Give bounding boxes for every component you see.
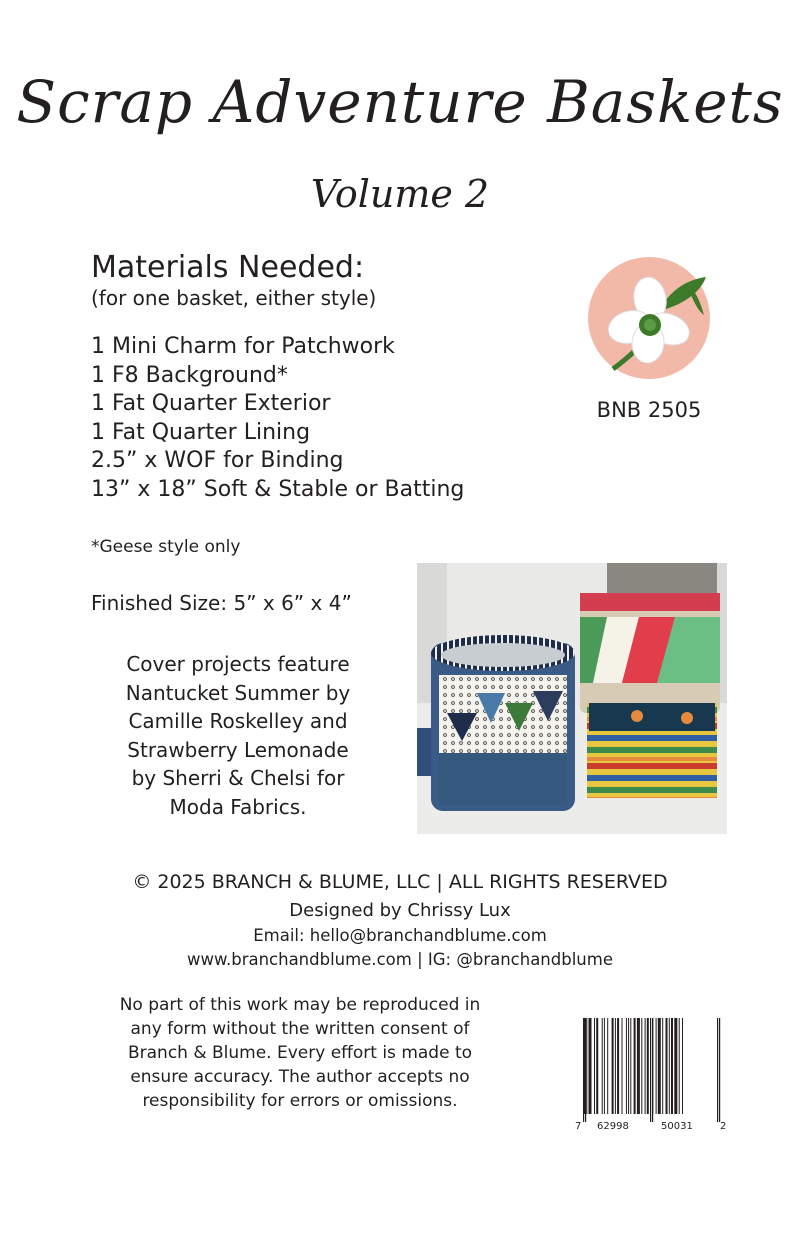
- barcode-bar: [612, 1018, 614, 1114]
- legal-line: Branch & Blume. Every effort is made to: [127, 1043, 473, 1063]
- website-social: www.branchandblume.com | IG: @branchandblume: [187, 950, 613, 969]
- barcode-bar: [617, 1018, 619, 1114]
- dogwood-flower-logo-icon: [588, 257, 710, 379]
- barcode-bar: [671, 1018, 673, 1114]
- credit-line: Moda Fabrics.: [169, 794, 307, 819]
- designer-credit: Designed by Chrissy Lux: [289, 900, 511, 921]
- barcode-bar: [645, 1018, 646, 1114]
- barcode-bar: [622, 1018, 623, 1114]
- materials-subheading: (for one basket, either style): [91, 286, 377, 310]
- barcode-bar: [679, 1018, 680, 1114]
- barcode-bar: [615, 1018, 616, 1114]
- credit-line: Camille Roskelley and: [128, 709, 348, 733]
- credit-line: Cover projects feature: [126, 652, 350, 676]
- legal-notice: [86, 993, 514, 1113]
- legal-line: any form without the written consent of: [130, 1019, 470, 1039]
- barcode-bar: [594, 1018, 595, 1114]
- barcode-guard-bar: [650, 1018, 651, 1122]
- barcode-bar: [656, 1018, 657, 1114]
- barcode-bar: [596, 1018, 598, 1114]
- barcode-bar: [586, 1018, 587, 1114]
- credit-line: Nantucket Summer by: [125, 680, 351, 705]
- barcode-bar: [626, 1018, 627, 1114]
- barcode-guard-bar: [652, 1018, 653, 1122]
- barcode-bar: [630, 1018, 631, 1114]
- legal-line: responsibility for errors or omissions.: [142, 1091, 458, 1111]
- barcode-bar: [674, 1018, 677, 1114]
- pattern-code: BNB 2505: [596, 398, 702, 422]
- materials-list: [91, 333, 464, 505]
- barcode-bar: [641, 1018, 642, 1114]
- materials-heading: Materials Needed:: [91, 250, 365, 285]
- barcode-digit-right: 2: [720, 1121, 727, 1132]
- barcode-digit-left: 7: [575, 1121, 582, 1132]
- barcode-bar: [604, 1018, 605, 1114]
- barcode-bar: [628, 1018, 629, 1114]
- barcode-bar: [669, 1018, 670, 1114]
- barcode-bar: [658, 1018, 661, 1114]
- barcode: [573, 1016, 729, 1134]
- finished-size: Finished Size: 5” x 6” x 4”: [91, 591, 352, 615]
- barcode-bar: [662, 1018, 663, 1114]
- materials-item: 1 Fat Quarter Exterior: [91, 391, 331, 417]
- legal-line: No part of this work may be reproduced in: [119, 995, 481, 1015]
- barcode-guard-bar: [585, 1018, 586, 1122]
- materials-footnote: *Geese style only: [91, 537, 241, 557]
- barcode-bar: [607, 1018, 608, 1114]
- barcode-digits-group-2: 50031: [661, 1121, 693, 1132]
- barcode-bar: [647, 1018, 649, 1114]
- materials-item: 1 Mini Charm for Patchwork: [91, 334, 395, 359]
- barcode-bar: [634, 1018, 636, 1114]
- barcode-guard-bar: [719, 1018, 720, 1122]
- contact-email: Email: hello@branchandblume.com: [253, 926, 547, 945]
- barcode-bar: [589, 1018, 592, 1114]
- legal-line: ensure accuracy. The author accepts no: [130, 1067, 470, 1087]
- materials-item: 2.5” x WOF for Binding: [91, 448, 344, 474]
- credit-line: Strawberry Lemonade: [127, 737, 349, 762]
- barcode-bar: [666, 1018, 668, 1114]
- barcode-guard-bar: [583, 1018, 584, 1122]
- materials-item: 1 F8 Background*: [91, 362, 288, 388]
- page-title: Scrap Adventure Baskets: [16, 68, 784, 136]
- barcode-guard-bar: [717, 1018, 718, 1122]
- barcode-bar: [637, 1018, 640, 1114]
- barcode-bar: [602, 1018, 603, 1114]
- credit-line: by Sherri & Chelsi for: [131, 766, 345, 790]
- materials-item: 13” x 18” Soft & Stable or Batting: [91, 476, 465, 502]
- barcode-digits-group-1: 62998: [597, 1121, 629, 1132]
- page-subtitle: Volume 2: [310, 172, 490, 216]
- fabric-credits: [88, 650, 388, 821]
- copyright: © 2025 BRANCH & BLUME, LLC | ALL RIGHTS RESERVED: [132, 871, 668, 893]
- basket-photo: [417, 563, 727, 834]
- materials-item: 1 Fat Quarter Lining: [91, 419, 311, 445]
- barcode-bar: [682, 1018, 683, 1114]
